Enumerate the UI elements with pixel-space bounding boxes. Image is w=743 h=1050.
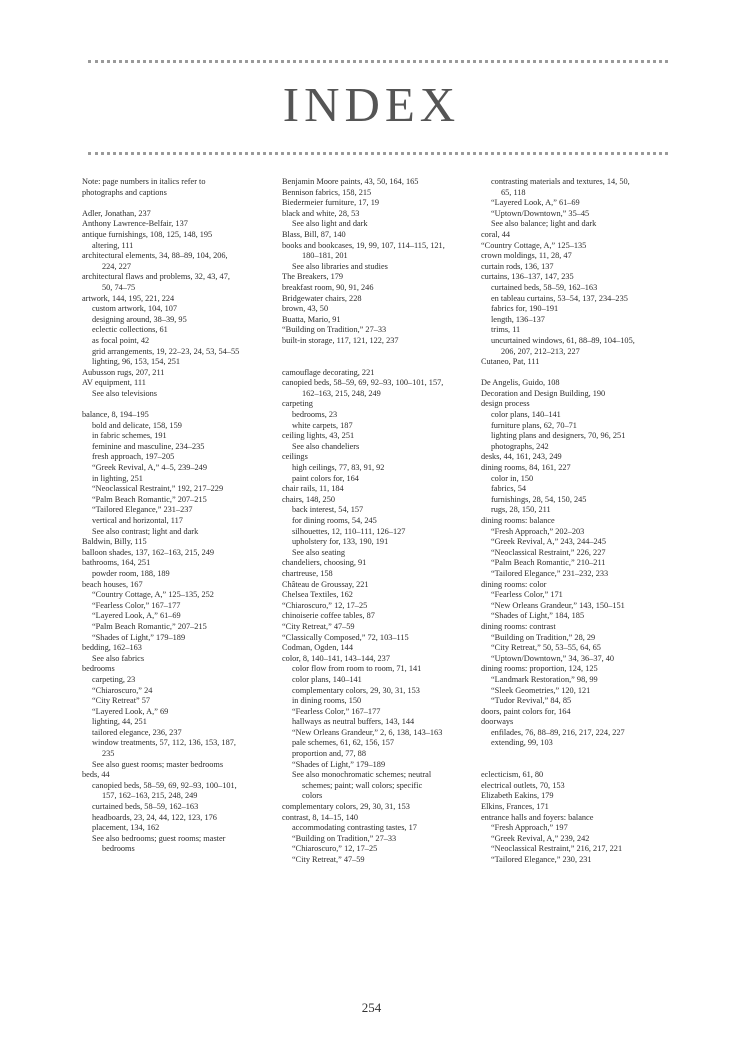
index-entry: “Building on Tradition,” 27–33 <box>282 325 387 335</box>
index-entry: headboards, 23, 24, 44, 122, 123, 176 <box>92 812 217 822</box>
index-entry: bold and delicate, 158, 159 <box>92 420 182 430</box>
index-entry: balloon shades, 137, 162–163, 215, 249 <box>82 547 215 557</box>
index-entry: Benjamin Moore paints, 43, 50, 164, 165 <box>282 177 419 186</box>
index-entry: dining rooms: proportion, 124, 125 <box>481 664 598 674</box>
index-entry: enfilades, 76, 88–89, 216, 217, 224, 227 <box>491 727 625 737</box>
index-entry: ceilings <box>282 452 308 462</box>
index-entry: “Uptown/Downtown,” 35–45 <box>491 208 590 218</box>
index-entry: beach houses, 167 <box>82 579 143 589</box>
index-entry: “Fearless Color,” 167–177 <box>292 706 381 716</box>
index-entry: Chelsea Textiles, 162 <box>282 590 353 600</box>
index-entry: artwork, 144, 195, 221, 224 <box>82 293 175 303</box>
index-entry: architectural elements, 34, 88–89, 104, 206, <box>82 251 228 261</box>
index-entry: colors <box>302 791 323 801</box>
index-spacer <box>282 347 472 358</box>
index-entry: chartreuse, 158 <box>282 568 333 578</box>
index-entry: “City Retreat,” 50, 53–55, 64, 65 <box>491 643 601 653</box>
index-entry: canopied beds, 58–59, 69, 92–93, 100–101, 157, <box>282 378 444 388</box>
index-entry: “Palm Beach Romantic,” 207–215 <box>92 494 207 504</box>
index-entry: trims, 11 <box>491 325 521 335</box>
index-entry: dining rooms, 84, 161, 227 <box>481 463 571 473</box>
index-entry: photographs and captions <box>82 187 167 197</box>
index-entry: AV equipment, 111 <box>82 378 146 388</box>
index-entry: See also bedrooms; guest rooms; master <box>92 833 226 843</box>
index-entry: “Greek Revival, A,” 239, 242 <box>491 833 590 843</box>
index-entry: Elizabeth Eakins, 179 <box>481 791 554 801</box>
index-entry: architectural flaws and problems, 32, 43, 47, <box>82 272 230 282</box>
index-entry: complementary colors, 29, 30, 31, 153 <box>282 802 410 812</box>
index-entry: “Shades of Light,” 179–189 <box>292 759 386 769</box>
index-entry: curtain rods, 136, 137 <box>481 261 554 271</box>
index-entry: design process <box>481 399 530 409</box>
index-entry: Codman, Ogden, 144 <box>282 643 353 653</box>
index-entry: “Layered Look, A,” 61–69 <box>92 611 181 621</box>
index-entry: 50, 74–75 <box>102 282 136 292</box>
index-entry: Blass, Bill, 87, 140 <box>282 229 346 239</box>
index-entry: “Greek Revival, A,” 243, 244–245 <box>491 537 606 547</box>
index-entry: Biedermeier furniture, 17, 19 <box>282 198 379 208</box>
index-entry: tailored elegance, 236, 237 <box>92 727 182 737</box>
index-entry: for dining rooms, 54, 245 <box>292 516 377 525</box>
index-entry: silhouettes, 12, 110–111, 126–127 <box>292 526 406 536</box>
index-entry: “Neoclassical Restraint,” 226, 227 <box>491 547 606 557</box>
index-entry: “Tudor Revival,” 84, 85 <box>491 696 572 706</box>
index-entry: white carpets, 187 <box>292 420 353 430</box>
index-entry: chandeliers, choosing, 91 <box>282 558 367 568</box>
index-entry: custom artwork, 104, 107 <box>92 304 178 314</box>
index-spacer <box>82 399 272 410</box>
index-entry: “Sleek Geometries,” 120, 121 <box>491 685 591 695</box>
index-entry: contrasting materials and textures, 14, 50, <box>491 177 630 186</box>
index-entry: electrical outlets, 70, 153 <box>481 780 565 790</box>
index-entry: 65, 118 <box>501 187 526 197</box>
index-entry: “Shades of Light,” 184, 185 <box>491 611 585 621</box>
index-entry: furnishings, 28, 54, 150, 245 <box>491 494 587 504</box>
index-entry: Château de Groussay, 221 <box>282 579 369 589</box>
index-entry: fabrics for, 190–191 <box>491 304 559 314</box>
index-entry: bedrooms <box>82 664 115 674</box>
index-entry: powder room, 188, 189 <box>92 568 170 578</box>
index-entry: 206, 207, 212–213, 227 <box>501 346 580 356</box>
index-entry: “City Retreat,” 47–59 <box>282 621 355 631</box>
index-entry: Elkins, Frances, 171 <box>481 802 549 812</box>
index-entry: “Landmark Restoration,” 98, 99 <box>491 674 598 684</box>
index-entry: dining rooms: color <box>481 579 547 589</box>
index-entry: chinoiserie coffee tables, 87 <box>282 611 375 621</box>
index-entry: pale schemes, 61, 62, 156, 157 <box>292 738 395 748</box>
index-entry: schemes; paint; wall colors; specific <box>302 780 423 790</box>
index-entry: canopied beds, 58–59, 69, 92–93, 100–101, <box>92 780 237 790</box>
index-entry: See also contrast; light and dark <box>92 526 199 536</box>
index-entry: carpeting, 23 <box>92 674 136 684</box>
index-entry: “Shades of Light,” 179–189 <box>92 632 186 642</box>
index-entry: See also light and dark <box>292 219 368 229</box>
index-entry: in fabric schemes, 191 <box>92 431 167 441</box>
index-entry: crown moldings, 11, 28, 47 <box>481 251 572 261</box>
index-entry: desks, 44, 161, 243, 249 <box>481 452 562 462</box>
index-entry: 180–181, 201 <box>302 251 348 261</box>
index-entry: furniture plans, 62, 70–71 <box>491 420 577 430</box>
index-spacer <box>82 198 272 209</box>
index-entry: 235 <box>102 749 115 759</box>
index-spacer <box>481 760 671 771</box>
index-entry: “Tailored Elegance,” 231–232, 233 <box>491 568 609 578</box>
index-entry: ceiling lights, 43, 251 <box>282 431 355 441</box>
index-entry: grid arrangements, 19, 22–23, 24, 53, 54–55 <box>92 346 240 356</box>
index-entry: “Neoclassical Restraint,” 192, 217–229 <box>92 484 224 494</box>
index-entry: “Building on Tradition,” 28, 29 <box>491 632 596 642</box>
index-entry: “Layered Look, A,” 69 <box>92 706 169 716</box>
index-entry: paint colors for, 164 <box>292 473 359 483</box>
index-entry: “Fresh Approach,” 197 <box>491 823 568 833</box>
top-dotted-rule <box>88 60 668 63</box>
index-entry: “Fresh Approach,” 202–203 <box>491 526 585 536</box>
page-title: INDEX <box>282 77 461 132</box>
index-entry: altering, 111 <box>92 240 134 250</box>
index-entry: vertical and horizontal, 117 <box>92 516 183 525</box>
page-number: 254 <box>361 1000 382 1015</box>
index-entry: bedrooms, 23 <box>292 410 338 420</box>
index-entry: “Tailored Elegance,” 231–237 <box>92 505 193 515</box>
index-entry: brown, 43, 50 <box>282 304 329 314</box>
index-entry: back interest, 54, 157 <box>292 505 364 515</box>
index-entry: doorways <box>481 717 514 727</box>
index-entry: “Fearless Color,” 167–177 <box>92 600 181 610</box>
index-entry: color plans, 140–141 <box>491 410 561 420</box>
index-entry: Aubusson rugs, 207, 211 <box>82 367 165 377</box>
index-entry: Anthony Lawrence-Belfair, 137 <box>82 219 188 229</box>
index-entry: “City Retreat,” 47–59 <box>292 855 365 864</box>
index-entry: Adler, Jonathan, 237 <box>82 208 151 218</box>
index-spacer <box>282 357 472 368</box>
index-entry: 162–163, 215, 248, 249 <box>302 388 381 398</box>
index-entry: doors, paint colors for, 164 <box>481 706 571 716</box>
index-entry: placement, 134, 162 <box>92 823 160 833</box>
index-entry: The Breakers, 179 <box>282 272 344 282</box>
index-entry: as focal point, 42 <box>92 335 150 345</box>
index-entry: “Chiaroscuro,” 12, 17–25 <box>282 600 368 610</box>
index-entry: color in, 150 <box>491 473 534 483</box>
index-entry: See also televisions <box>92 388 157 398</box>
index-entry: in lighting, 251 <box>92 473 143 483</box>
index-entry: De Angelis, Guido, 108 <box>481 378 560 388</box>
index-entry: Buatta, Mario, 91 <box>282 314 341 324</box>
index-entry: camouflage decorating, 221 <box>282 367 375 377</box>
index-entry: fresh approach, 197–205 <box>92 452 175 462</box>
index-entry: black and white, 28, 53 <box>282 208 360 218</box>
index-entry: See also balance; light and dark <box>491 219 597 229</box>
index-entry: color plans, 140–141 <box>292 674 362 684</box>
index-entry: bedding, 162–163 <box>82 643 142 653</box>
index-entry: eclecticism, 61, 80 <box>481 770 544 780</box>
index-entry: books and bookcases, 19, 99, 107, 114–115, 121, <box>282 240 445 250</box>
index-entry: 157, 162–163, 215, 248, 249 <box>102 791 198 801</box>
index-entry: photographs, 242 <box>491 441 549 451</box>
index-entry: Note: page numbers in italics refer to <box>82 177 206 186</box>
index-entry: “Classically Composed,” 72, 103–115 <box>282 632 409 642</box>
index-column-1 <box>82 177 272 855</box>
index-entry: complementary colors, 29, 30, 31, 153 <box>292 685 420 695</box>
index-entry: rugs, 28, 150, 211 <box>491 505 551 515</box>
index-entry: lighting, 44, 251 <box>92 717 147 727</box>
index-column-3 <box>481 177 671 866</box>
index-entry: bathrooms, 164, 251 <box>82 558 151 568</box>
index-entry: uncurtained windows, 61, 88–89, 104–105, <box>491 335 635 345</box>
index-entry: 224, 227 <box>102 261 132 271</box>
index-entry: See also guest rooms; master bedrooms <box>92 759 224 769</box>
index-entry: “Country Cottage, A,” 125–135 <box>481 240 587 250</box>
index-entry: “New Orleans Grandeur,” 143, 150–151 <box>491 600 625 610</box>
index-entry: upholstery for, 133, 190, 191 <box>292 537 389 547</box>
index-entry: accommodating contrasting tastes, 17 <box>292 823 417 833</box>
index-entry: built-in storage, 117, 121, 122, 237 <box>282 335 399 345</box>
index-entry: See also monochromatic schemes; neutral <box>292 770 432 780</box>
index-entry: “New Orleans Grandeur,” 2, 6, 138, 143–163 <box>292 727 443 737</box>
index-entry: balance, 8, 194–195 <box>82 410 149 420</box>
index-entry: en tableau curtains, 53–54, 137, 234–235 <box>491 293 628 303</box>
bottom-dotted-rule <box>88 152 668 155</box>
index-entry: beds, 44 <box>82 770 110 780</box>
index-entry: extending, 99, 103 <box>491 738 553 748</box>
index-entry: color, 8, 140–141, 143–144, 237 <box>282 653 390 663</box>
index-entry: “Chiaroscuro,” 12, 17–25 <box>292 844 378 854</box>
index-entry: length, 136–137 <box>491 314 545 324</box>
index-entry: antique furnishings, 108, 125, 148, 195 <box>82 229 213 239</box>
index-entry: chairs, 148, 250 <box>282 494 335 504</box>
index-entry: Baldwin, Billy, 115 <box>82 537 147 547</box>
index-entry: “Building on Tradition,” 27–33 <box>292 833 397 843</box>
index-entry: See also seating <box>292 547 345 557</box>
index-entry: Cutaneo, Pat, 111 <box>481 357 540 367</box>
index-entry: hallways as neutral buffers, 143, 144 <box>292 717 415 727</box>
index-entry: See also fabrics <box>92 653 145 663</box>
index-entry: chair rails, 11, 184 <box>282 484 344 494</box>
index-entry: curtained beds, 58–59, 162–163 <box>92 802 199 812</box>
index-entry: Bennison fabrics, 158, 215 <box>282 187 372 197</box>
index-entry: “Layered Look, A,” 61–69 <box>491 198 580 208</box>
index-entry: “City Retreat” 57 <box>92 696 151 706</box>
index-entry: curtains, 136–137, 147, 235 <box>481 272 574 282</box>
index-entry: lighting plans and designers, 70, 96, 251 <box>491 431 626 441</box>
index-entry: Decoration and Design Building, 190 <box>481 388 606 398</box>
index-entry: Bridgewater chairs, 228 <box>282 293 362 303</box>
index-entry: “Chiaroscuro,” 24 <box>92 685 153 695</box>
index-entry: breakfast room, 90, 91, 246 <box>282 282 374 292</box>
index-entry: “Fearless Color,” 171 <box>491 590 563 600</box>
index-entry: feminine and masculine, 234–235 <box>92 441 205 451</box>
index-entry: curtained beds, 58–59, 162–163 <box>491 282 598 292</box>
index-entry: coral, 44 <box>481 229 511 239</box>
index-entry: high ceilings, 77, 83, 91, 92 <box>292 463 385 473</box>
index-entry: “Greek Revival, A,” 4–5, 239–249 <box>92 463 207 473</box>
index-entry: “Country Cottage, A,” 125–135, 252 <box>92 590 214 600</box>
index-entry: proportion and, 77, 88 <box>292 749 366 759</box>
index-entry: dining rooms: contrast <box>481 621 556 631</box>
index-entry: designing around, 38–39, 95 <box>92 314 187 324</box>
index-entry: See also chandeliers <box>292 441 360 451</box>
index-entry: “Palm Beach Romantic,” 210–211 <box>491 558 606 568</box>
index-entry: lighting, 96, 153, 154, 251 <box>92 357 181 367</box>
index-entry: “Uptown/Downtown,” 34, 36–37, 40 <box>491 653 615 663</box>
index-spacer <box>481 749 671 760</box>
index-entry: fabrics, 54 <box>491 484 527 494</box>
index-entry: “Neoclassical Restraint,” 216, 217, 221 <box>491 844 623 854</box>
index-entry: “Palm Beach Romantic,” 207–215 <box>92 621 207 631</box>
index-entry: window treatments, 57, 112, 136, 153, 187, <box>92 738 236 748</box>
index-entry: carpeting <box>282 399 313 409</box>
index-entry: eclectic collections, 61 <box>92 325 168 335</box>
index-spacer <box>481 368 671 379</box>
index-entry: entrance halls and foyers: balance <box>481 812 594 822</box>
index-entry: bedrooms <box>102 844 135 854</box>
index-entry: contrast, 8, 14–15, 140 <box>282 812 359 822</box>
index-column-2 <box>282 177 472 866</box>
index-entry: See also libraries and studies <box>292 261 388 271</box>
index-entry: in dining rooms, 150 <box>292 696 362 706</box>
index-entry: color flow from room to room, 71, 141 <box>292 664 422 674</box>
index-entry: dining rooms: balance <box>481 516 555 525</box>
index-entry: “Tailored Elegance,” 230, 231 <box>491 855 592 864</box>
